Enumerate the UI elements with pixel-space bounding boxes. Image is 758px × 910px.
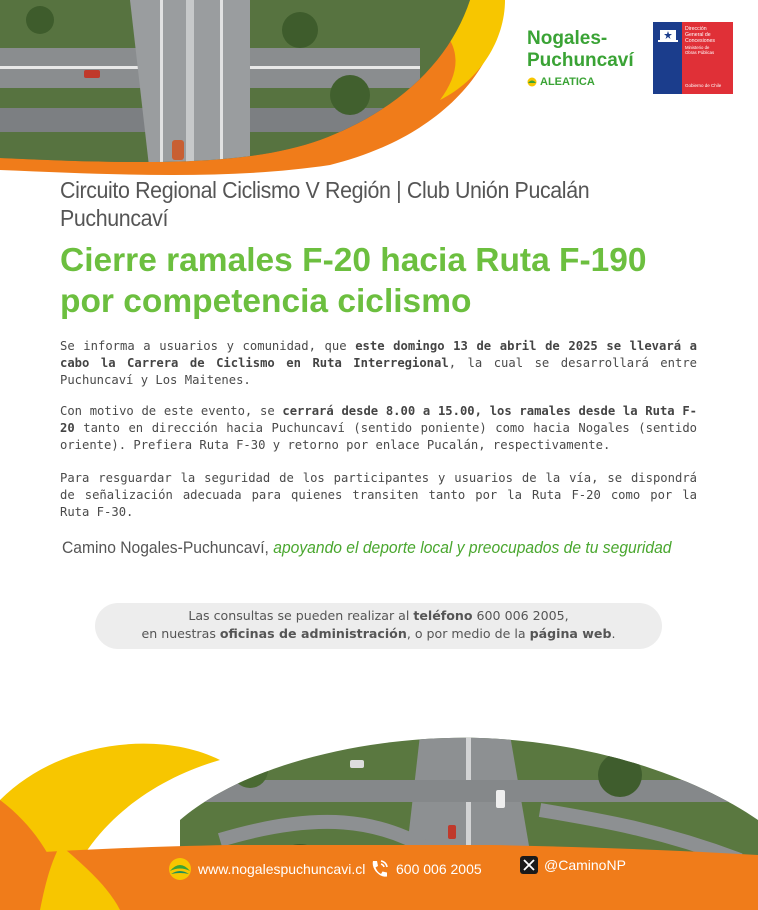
title-line-1: Cierre ramales F-20 hacia Ruta F-190: [60, 242, 647, 279]
x-logo-icon: [520, 856, 538, 874]
paragraph-safety: Para resguardar la seguridad de los participantes y usuarios de la vía, se dispondrá de señalización adecuada para quienes transiten tanto por la Ruta F-20 como por la Ruta F-30.: [60, 471, 697, 519]
p2-text-a: Con motivo de este evento, se: [60, 404, 283, 418]
phone-number[interactable]: 600 006 2005: [396, 861, 482, 877]
contact-text: .: [611, 626, 616, 641]
slogan-tagline: apoyando el deporte local y preocupados de tu seguridad: [273, 538, 672, 557]
aleatica-text: ALEATICA: [540, 76, 595, 88]
gov-line-1: Dirección: [685, 26, 707, 32]
nogales-puchuncavi-logo: [527, 28, 647, 88]
phone-icon: [368, 858, 390, 880]
aleatica-icon: [527, 77, 537, 87]
contact-text: en nuestras: [141, 626, 220, 641]
gov-footer: Gobierno de Chile: [685, 83, 722, 88]
gov-line-3: Concesiones: [685, 38, 715, 44]
paragraph-announcement: [60, 338, 697, 389]
p2-text-bold: cerrará desde 8.00 a 15.00, los ramales desde la Ruta F-20: [60, 404, 698, 435]
contact-offices-label: oficinas de administración: [219, 626, 407, 641]
contact-text: Las consultas se pueden realizar al: [188, 608, 414, 623]
gobierno-de-chile-logo: [653, 22, 733, 94]
brand-line-2: Puchuncaví: [527, 50, 634, 71]
p1-text-a: Se informa a usuarios y comunidad, que: [60, 339, 356, 353]
p1-text-c: , la cual se desarrollará entre Puchuncaví y Los Maitenes.: [60, 356, 697, 387]
event-subtitle: Circuito Regional Ciclismo V Región | Club Unión Pucalán Puchuncaví: [60, 177, 590, 231]
gov-line-5: Obras Públicas: [685, 50, 715, 55]
p2-text-c: tanto en dirección hacia Puchuncaví (sentido poniente) como hacia Nogales (sentido oriente). Prefiera Ruta F-30 y retorno por enlace Pucalán, respectivamente.: [60, 421, 697, 452]
gov-line-4: Ministerio de: [685, 45, 710, 50]
aleatica-label: [527, 76, 647, 88]
website-url[interactable]: www.nogalespuchuncavi.cl: [198, 861, 366, 877]
contact-text: , o por medio de la: [406, 626, 530, 641]
paragraph-closure: [60, 403, 697, 454]
contact-line-1: [95, 607, 662, 625]
header-highway-photo: [0, 0, 520, 175]
contact-phone-label: teléfono: [413, 608, 473, 623]
slogan: [62, 538, 672, 558]
contact-info-box: [95, 603, 662, 649]
slogan-company: Camino Nogales-Puchuncaví,: [62, 538, 274, 557]
x-handle[interactable]: @CaminoNP: [544, 857, 626, 873]
contact-line-2: [95, 625, 662, 643]
title-line-2: por competencia ciclismo: [60, 283, 472, 320]
brand-line-1: Nogales-: [527, 28, 608, 49]
x-social-link[interactable]: [520, 856, 626, 874]
contact-web-label: página web: [529, 626, 612, 641]
phone-link[interactable]: [368, 858, 482, 880]
contact-phone-number: 600 006 2005,: [472, 608, 569, 623]
p1-text-bold: este domingo 13 de abril de 2025 se llevará a cabo la Carrera de Ciclismo en Ruta Interregional: [60, 339, 698, 370]
website-link[interactable]: [168, 856, 365, 882]
nogales-globe-icon: [168, 856, 192, 882]
chile-coat-of-arms-icon: [658, 26, 678, 44]
notice-title: [60, 240, 750, 322]
gov-line-2: General de: [685, 32, 711, 38]
